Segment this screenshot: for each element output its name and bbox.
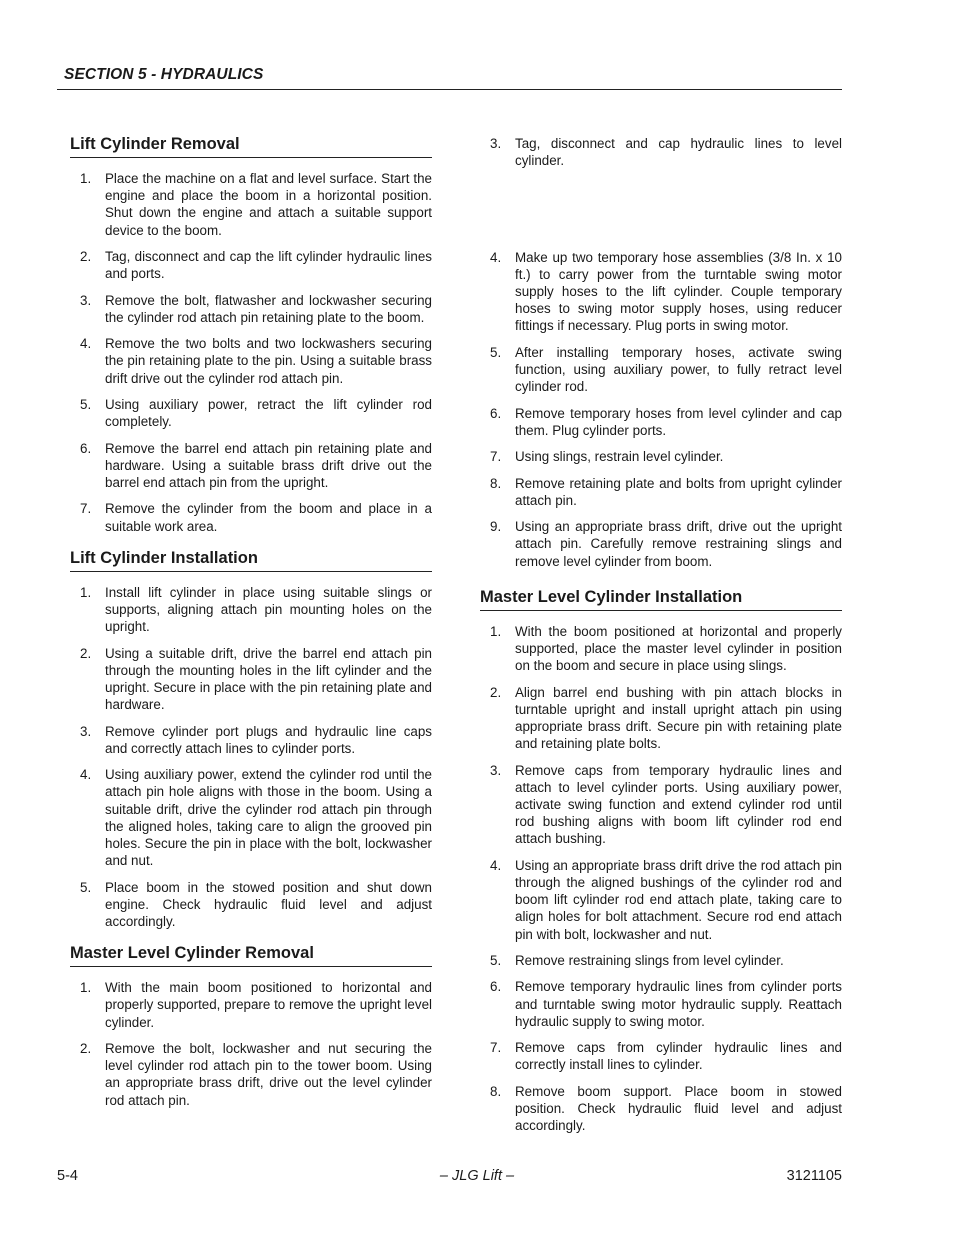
step-number: 3. [80, 723, 92, 739]
list-item [70, 500, 432, 534]
step-number: 3. [490, 762, 502, 778]
list-item [480, 857, 842, 943]
list-item [70, 645, 432, 714]
step-number: 1. [80, 584, 92, 600]
step-text: Tag, disconnect and cap the lift cylinder hydraulic lines and ports. [105, 249, 432, 282]
step-number: 4. [490, 857, 502, 873]
step-text: Using an appropriate brass drift, drive out the upright attach pin. Carefully remove restraining slings and remove level cylinder from boom. [515, 519, 842, 569]
section-title: SECTION 5 - HYDRAULICS [64, 66, 264, 83]
step-text: Remove temporary hydraulic lines from cylinder ports and turntable swing motor hydraulic supply. Reattach hydraulic supply to swing motor. [515, 979, 842, 1029]
list-item [70, 766, 432, 869]
list-item [480, 623, 842, 675]
step-text: Remove cylinder port plugs and hydraulic line caps and correctly attach lines to cylinder ports. [105, 723, 432, 756]
list-item [70, 170, 432, 239]
step-number: 7. [490, 1040, 502, 1056]
step-list-continued [480, 249, 842, 570]
header-rule [57, 89, 842, 90]
step-number: 5. [80, 396, 92, 412]
list-item [480, 978, 842, 1030]
step-text: Using auxiliary power, retract the lift cylinder rod completely. [105, 396, 432, 430]
section-master-level-cylinder-installation [480, 588, 842, 1135]
list-item [70, 879, 432, 931]
step-text: Remove the two bolts and two lockwashers securing the pin retaining plate to the pin. Using a suitable brass drift drive out the cylinder rod attach pin. [105, 336, 432, 386]
step-text: Place the machine on a flat and level surface. Start the engine and place the boom in a horizontal position. Shut down the engine and attach a suitable support device to the boom. [105, 171, 432, 238]
list-item [480, 518, 842, 570]
step-text: Install lift cylinder in place using suitable slings or supports, aligning attach pin mounting holes on the upright. [105, 584, 432, 635]
right-column [480, 135, 842, 1148]
section-heading: Lift Cylinder Removal [70, 135, 432, 158]
left-column [70, 135, 432, 1123]
step-text: Align barrel end bushing with pin attach blocks in turntable upright and install upright attach pin using appropriate brass drift. Secure pin with retaining plate and retaining plate bolts. [515, 684, 842, 752]
list-item [480, 344, 842, 396]
step-text: Remove retaining plate and bolts from upright cylinder attach pin. [515, 475, 842, 508]
step-text: Remove the barrel end attach pin retaining plate and hardware. Using a suitable brass drift drive out the barrel end attach pin from the upright. [105, 440, 432, 490]
step-number: 2. [80, 645, 92, 661]
list-item [70, 440, 432, 492]
step-text: Using a suitable drift, drive the barrel end attach pin through the mounting holes in the lift cylinder and the upright. Secure in place with the pin retaining plate and hardware. [105, 645, 432, 713]
step-text: Place boom in the stowed position and shut down engine. Check hydraulic fluid level and adjust accordingly. [105, 879, 432, 929]
step-number: 6. [490, 405, 502, 421]
step-text: Make up two temporary hose assemblies (3/8 In. x 10 ft.) to carry power from the turntable swing motor supply hoses to the lift cylinder. Couple temporary hoses to swing motor supply hoses, using reducer fittings if necessary. Plug ports in swing motor. [515, 249, 842, 334]
step-number: 6. [490, 979, 502, 995]
step-number: 4. [80, 767, 92, 783]
list-item [70, 292, 432, 326]
document-number: 3121105 [786, 1168, 842, 1184]
section-lift-cylinder-removal [70, 135, 432, 535]
list-item [70, 335, 432, 387]
step-number: 4. [80, 336, 92, 352]
step-number: 2. [490, 684, 502, 700]
step-text: With the main boom positioned to horizontal and properly supported, prepare to remove the upright level cylinder. [105, 980, 432, 1030]
page-number: 5-4 [57, 1168, 78, 1184]
list-item [480, 135, 842, 169]
step-number: 1. [80, 980, 92, 996]
step-number: 9. [490, 519, 502, 535]
step-list [70, 584, 432, 930]
step-text: With the boom positioned at horizontal and properly supported, place the master level cylinder in position on the boom and secure in place using slings. [515, 623, 842, 674]
list-item [480, 405, 842, 439]
list-item [70, 584, 432, 636]
step-text: Remove restraining slings from level cylinder. [515, 952, 784, 968]
step-number: 3. [490, 136, 502, 151]
step-number: 8. [490, 475, 502, 491]
list-item [70, 1040, 432, 1109]
list-item [480, 448, 842, 465]
step-text: Remove caps from cylinder hydraulic lines and correctly install lines to cylinder. [515, 1040, 842, 1073]
step-number: 5. [490, 344, 502, 360]
list-item [480, 1083, 842, 1135]
step-list [480, 623, 842, 1135]
step-list-continued [480, 135, 842, 169]
list-item [480, 475, 842, 509]
list-item [480, 762, 842, 848]
list-item [480, 1039, 842, 1073]
section-lift-cylinder-installation [70, 549, 432, 930]
step-number: 5. [490, 952, 502, 968]
section-heading: Master Level Cylinder Installation [480, 588, 842, 611]
list-item [70, 723, 432, 757]
step-number: 2. [80, 249, 92, 264]
step-list [70, 979, 432, 1109]
list-item [70, 248, 432, 282]
step-number: 6. [80, 440, 92, 456]
step-text: Remove the bolt, lockwasher and nut securing the level cylinder rod attach pin to the tower boom. Using an appropriate brass drift, drive out the level cylinder rod attach pin. [105, 1040, 432, 1108]
step-number: 7. [490, 449, 502, 465]
list-item [480, 952, 842, 969]
step-number: 3. [80, 292, 92, 308]
step-text: Using slings, restrain level cylinder. [515, 449, 724, 465]
step-text: Remove boom support. Place boom in stowed position. Check hydraulic fluid level and adjust accordingly. [515, 1083, 842, 1134]
list-item [480, 249, 842, 335]
step-text: After installing temporary hoses, activate swing function, using auxiliary power, to fully retract level cylinder rod. [515, 344, 842, 395]
section-heading: Master Level Cylinder Removal [70, 944, 432, 967]
step-number: 4. [490, 249, 502, 265]
list-item [70, 979, 432, 1031]
step-number: 1. [80, 171, 92, 186]
step-text: Using auxiliary power, extend the cylinder rod until the attach pin hole aligns with those in the boom. Using a suitable drift, drive the cylinder rod attach pin through the aligned holes, taking care to align the grooved pin holes. Secure the pin in place with the bolt, lockwasher and nut. [105, 767, 432, 869]
list-item [70, 396, 432, 430]
section-master-level-cylinder-removal [70, 944, 432, 1109]
step-text: Using an appropriate brass drift drive the rod attach pin through the aligned bushings of the cylinder rod and boom lift cylinder rod end attach plate, taking care to align holes for bolt attachment. Secure rod end attach pin with bolt, lockwasher and nut. [515, 857, 842, 942]
step-number: 8. [490, 1083, 502, 1099]
step-text: Remove caps from temporary hydraulic lines and attach to level cylinder ports. Using auxiliary power, activate swing function and extend cylinder rod until rod bushing aligns with boom lift cylinder rod end attach bushing. [515, 762, 842, 847]
blank-space [480, 179, 842, 249]
step-text: Remove temporary hoses from level cylinder and cap them. Plug cylinder ports. [515, 405, 842, 438]
list-item [480, 684, 842, 753]
footer-brand: – JLG Lift – [439, 1168, 515, 1184]
step-number: 2. [80, 1040, 92, 1056]
step-text: Tag, disconnect and cap hydraulic lines to level cylinder. [515, 136, 842, 169]
step-text: Remove the cylinder from the boom and place in a suitable work area. [105, 501, 432, 534]
section-heading: Lift Cylinder Installation [70, 549, 432, 572]
step-number: 7. [80, 501, 92, 517]
step-list [70, 170, 432, 535]
step-number: 1. [490, 623, 502, 639]
step-number: 5. [80, 879, 92, 895]
step-text: Remove the bolt, flatwasher and lockwasher securing the cylinder rod attach pin retaining plate to the boom. [105, 292, 432, 325]
